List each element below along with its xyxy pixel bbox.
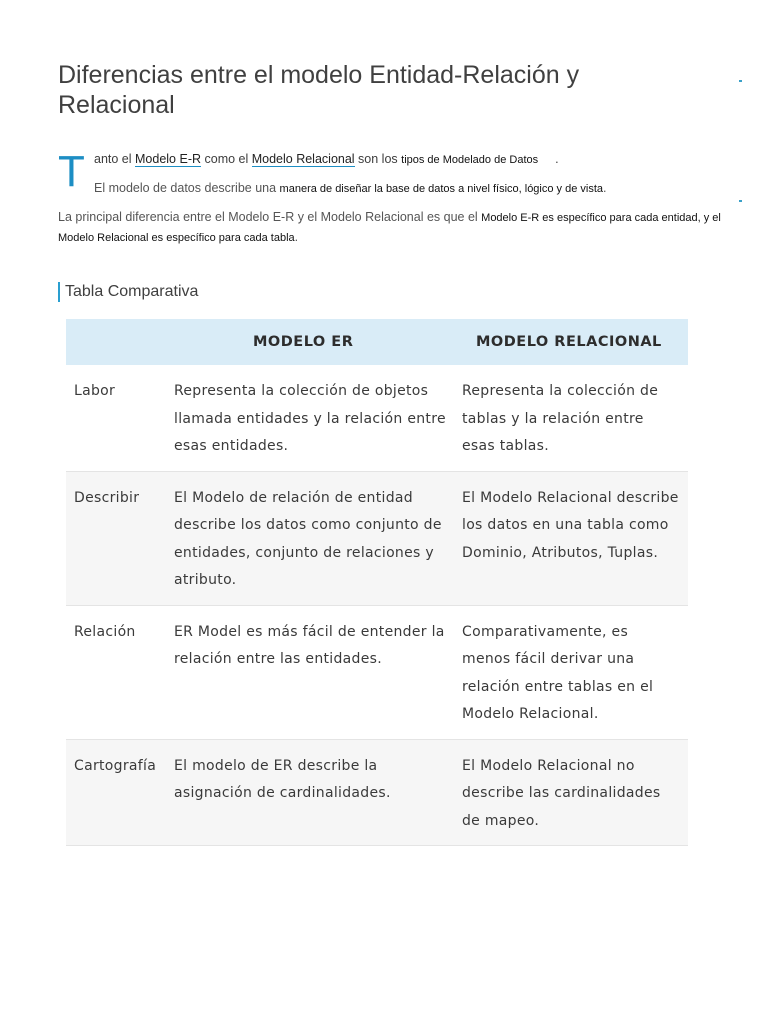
intro-emphasis: tipos de Modelado de Datos: [401, 154, 539, 166]
header-blank: [66, 319, 166, 365]
cell-modelo-er: El Modelo de relación de entidad describe los datos como conjunto de entidades, conjunto de relaciones y atributo.: [166, 471, 454, 605]
table-row: [66, 739, 688, 846]
row-label: Relación: [66, 605, 166, 739]
table-row: [66, 471, 688, 605]
drop-cap: T: [58, 147, 85, 196]
table-header-row: [66, 319, 688, 365]
margin-marker: [739, 80, 742, 82]
modelo-relacional-link[interactable]: Modelo Relacional: [251, 152, 355, 166]
table-row: [66, 365, 688, 471]
margin-marker: [739, 200, 742, 202]
comparison-table: [66, 319, 688, 846]
cell-modelo-er: Representa la colección de objetos llamada entidades y la relación entre esas entidades.: [166, 365, 454, 471]
intro-emphasis-2: manera de diseñar la base de datos a nivel físico, lógico y de vista: [279, 183, 604, 195]
cell-modelo-relacional: El Modelo Relacional describe los datos en una tabla como Dominio, Atributos, Tuplas.: [454, 471, 688, 605]
cell-modelo-er: El modelo de ER describe la asignación de cardinalidades.: [166, 739, 454, 846]
row-label: Labor: [66, 365, 166, 471]
modelo-er-link[interactable]: Modelo E-R: [135, 152, 202, 166]
row-label: Cartografía: [66, 739, 166, 846]
table-row: [66, 605, 688, 739]
intro-line-1: anto el Modelo E-R como el Modelo Relacional son los tipos de Modelado de Datos .: [94, 152, 559, 166]
cell-modelo-relacional: El Modelo Relacional no describe las cardinalidades de mapeo.: [454, 739, 688, 846]
cell-modelo-relacional: Representa la colección de tablas y la relación entre esas tablas.: [454, 365, 688, 471]
cell-modelo-er: ER Model es más fácil de entender la relación entre las entidades.: [166, 605, 454, 739]
page-title: Diferencias entre el modelo Entidad-Relación y Relacional: [58, 61, 580, 119]
header-modelo-relacional: MODELO RELACIONAL: [454, 319, 688, 365]
cell-modelo-relacional: Comparativamente, es menos fácil derivar una relación entre tablas en el Modelo Relacional.: [454, 605, 688, 739]
main-paragraph: La principal diferencia entre el Modelo E-R y el Modelo Relacional es que el Modelo E-R es específico para cada entidad, y el Modelo Relacional es específico para cada tabla.: [58, 210, 721, 244]
header-modelo-er: MODELO ER: [166, 319, 454, 365]
row-label: Describir: [66, 471, 166, 605]
paragraph-emphasis: Modelo E-R es específico para cada entidad, y el Modelo Relacional es específico para cada tabla: [58, 212, 721, 244]
intro-line-2: El modelo de datos describe una manera de diseñar la base de datos a nivel físico, lógico y de vista.: [94, 181, 607, 195]
section-heading: Tabla Comparativa: [58, 282, 198, 302]
